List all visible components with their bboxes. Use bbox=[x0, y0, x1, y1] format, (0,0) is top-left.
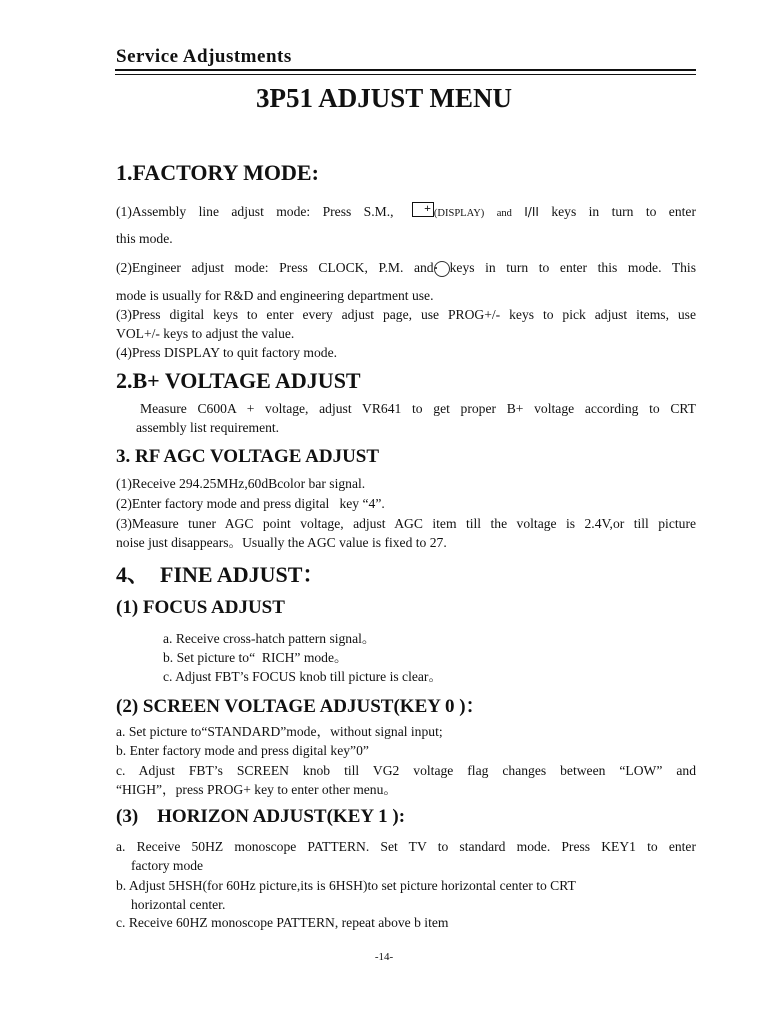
page-title: 3P51 ADJUST MENU bbox=[255, 83, 513, 113]
factory-p2-text-end: keys in turn to enter this mode. This bbox=[449, 260, 696, 275]
focus-step-c: c. Adjust FBT’s FOCUS knob till picture is clear。 bbox=[163, 669, 443, 684]
focus-step-a: a. Receive cross-hatch pattern signal。 bbox=[163, 631, 376, 646]
bplus-line2: assembly list requirement. bbox=[136, 420, 280, 435]
horizon-step-b-line2: horizontal center. bbox=[131, 897, 226, 912]
horizon-step-c: c. Receive 60HZ monoscope PATTERN, repeat above b item bbox=[116, 915, 449, 930]
horizon-step-a-line1: a. Receive 50HZ monoscope PATTERN. Set TV to standard mode. Press KEY1 to enter bbox=[116, 839, 696, 854]
factory-p1-line2: this mode. bbox=[116, 231, 173, 246]
fine-adjust-heading: 4、 FINE ADJUST： bbox=[116, 562, 325, 587]
screen-step-b: b. Enter factory mode and press digital key”0” bbox=[116, 743, 369, 758]
header-rule-thick bbox=[115, 69, 696, 71]
screen-step-a: a. Set picture to“STANDARD”mode，without signal input; bbox=[116, 724, 443, 739]
bplus-heading: 2.B+ VOLTAGE ADJUST bbox=[116, 368, 361, 393]
rf-agc-line2: (2)Enter factory mode and press digital key “4”. bbox=[116, 496, 385, 511]
factory-p1-text: (1)Assembly line adjust mode: Press S.M., bbox=[116, 204, 394, 219]
and-text: and bbox=[496, 208, 512, 219]
factory-p4: (4)Press DISPLAY to quit factory mode. bbox=[116, 345, 338, 360]
rf-agc-heading: 3. RF AGC VOLTAGE ADJUST bbox=[116, 446, 380, 467]
horizon-adjust-heading: (3) HORIZON ADJUST(KEY 1 ): bbox=[116, 806, 406, 827]
bplus-line1: Measure C600A + voltage, adjust VR641 to get proper B+ voltage according to CRT bbox=[140, 401, 696, 416]
display-label: (DISPLAY) bbox=[433, 208, 485, 219]
rf-agc-line3: (3)Measure tuner AGC point voltage, adjust AGC item till the voltage is 2.4V,or till picture bbox=[116, 516, 696, 531]
factory-p2-line2: mode is usually for R&D and engineering department use. bbox=[116, 288, 434, 303]
running-header: Service Adjustments bbox=[116, 46, 292, 67]
focus-step-b: b. Set picture to“ RICH” mode。 bbox=[163, 650, 348, 665]
factory-p3-line1: (3)Press digital keys to enter every adjust page, use PROG+/- keys to pick adjust items, use bbox=[116, 307, 696, 322]
rf-agc-line1: (1)Receive 294.25MHz,60dBcolor bar signal. bbox=[116, 476, 366, 491]
screen-step-c-line1: c. Adjust FBT’s SCREEN knob till VG2 voltage flag changes between “LOW” and bbox=[116, 763, 696, 778]
factory-p1-text-end: keys in turn to enter bbox=[551, 204, 696, 219]
screen-voltage-heading: (2) SCREEN VOLTAGE ADJUST(KEY 0 )： bbox=[116, 696, 485, 717]
rf-agc-line4: noise just disappears。Usually the AGC value is fixed to 27. bbox=[116, 535, 447, 550]
factory-p2-line1 bbox=[116, 258, 696, 278]
plus-key-icon: + bbox=[412, 202, 434, 217]
page-number: -14- bbox=[374, 951, 394, 963]
sleep-timer-icon: • bbox=[434, 261, 450, 277]
i-ii-key-icon: I/II bbox=[524, 205, 539, 219]
focus-adjust-heading: (1) FOCUS ADJUST bbox=[116, 597, 285, 618]
factory-mode-heading: 1.FACTORY MODE: bbox=[116, 160, 319, 185]
horizon-step-a-line2: factory mode bbox=[131, 858, 204, 873]
horizon-step-b-line1: b. Adjust 5HSH(for 60Hz picture,its is 6HSH)to set picture horizontal center to CRT bbox=[116, 878, 576, 893]
factory-p3-line2: VOL+/- keys to adjust the value. bbox=[116, 326, 295, 341]
screen-step-c-line2: “HIGH”，press PROG+ key to enter other menu。 bbox=[116, 782, 397, 797]
header-rule-thin bbox=[115, 74, 696, 75]
factory-p2-text: (2)Engineer adjust mode: Press CLOCK, P.M. and bbox=[116, 260, 434, 275]
factory-p1-line1 bbox=[116, 202, 696, 224]
